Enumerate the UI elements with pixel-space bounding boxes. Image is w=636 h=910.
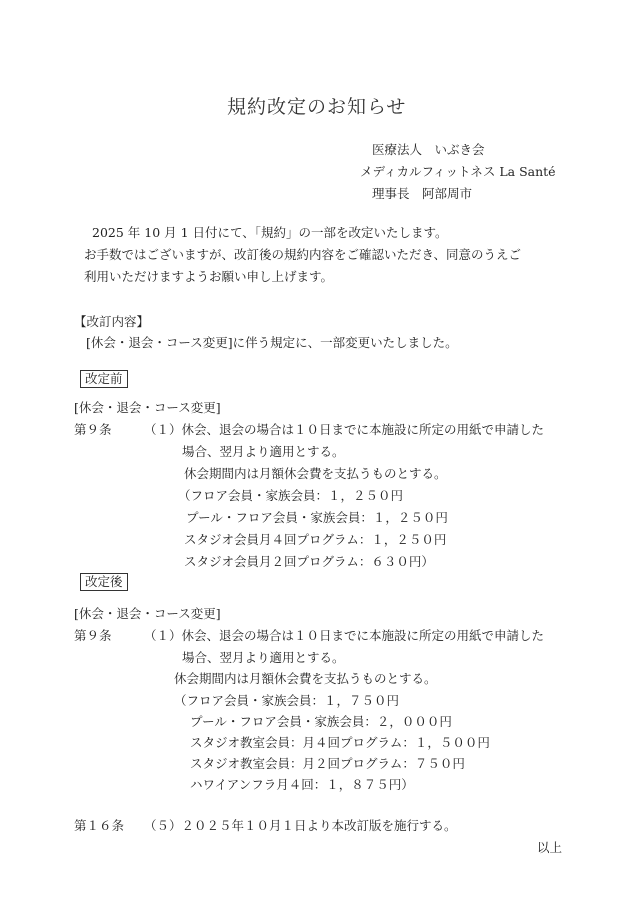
sender-facility: メディカルフィットネス La Santé: [360, 164, 556, 179]
enforcement-article: 第１６条: [74, 818, 125, 833]
document-title: 規約改定のお知らせ: [227, 96, 407, 118]
before-rate: プール・フロア会員・家族会員：１，２５０円: [186, 510, 448, 525]
after-rate: ハワイアンフラ月４回：１，８７５円）: [190, 777, 414, 792]
after-rate: スタジオ教室会員：月４回プログラム：１，５００円: [190, 735, 490, 750]
after-fee: 休会期間内は月額休会費を支払うものとする。: [174, 671, 437, 686]
before-item-cont: 場合、翌月より適用とする。: [182, 444, 345, 459]
before-article: 第９条: [74, 422, 112, 437]
sender-org: 医療法人 いぶき会: [372, 142, 485, 157]
revision-summary: [休会・退会・コース変更]に伴う規定に、一部変更いたしました。: [86, 335, 458, 350]
after-rate: スタジオ教室会員：月２回プログラム：７５０円: [190, 756, 465, 771]
after-rate: （フロア会員・家族会員：１，７５０円: [174, 693, 400, 708]
before-item: （１）休会、退会の場合は１０日までに本施設に所定の用紙で申請した: [144, 422, 545, 437]
before-fee: 休会期間内は月額休会費を支払うものとする。: [184, 466, 447, 481]
enforcement-text: （５）２０２５年１０月１日より本改訂版を施行する。: [144, 818, 457, 833]
before-label: 改定前: [80, 370, 128, 388]
before-rate: スタジオ会員月２回プログラム：６３０円）: [184, 554, 434, 569]
sender-chairman: 理事長 阿部周市: [372, 186, 473, 201]
after-section: [休会・退会・コース変更]: [74, 606, 221, 621]
before-section: [休会・退会・コース変更]: [74, 400, 221, 415]
closing-mark: 以上: [537, 840, 563, 855]
after-label: 改定後: [80, 573, 128, 591]
after-article: 第９条: [74, 628, 112, 643]
after-item-cont: 場合、翌月より適用とする。: [182, 650, 345, 665]
before-rate: スタジオ会員月４回プログラム：１，２５０円: [184, 532, 447, 547]
before-rate: （フロア会員・家族会員：１，２５０円: [178, 488, 404, 503]
intro-line: 利用いただけますようお願い申し上げます。: [84, 269, 334, 284]
intro-line: お手数ではございますが、改訂後の規約内容をご確認いただき、同意のうえご: [84, 247, 522, 262]
revision-heading: 【改訂内容】: [74, 314, 150, 329]
after-item: （１）休会、退会の場合は１０日までに本施設に所定の用紙で申請した: [144, 628, 545, 643]
after-rate: プール・フロア会員・家族会員：２，０００円: [190, 714, 452, 729]
intro-line: 2025 年 10 月 1 日付にて、「規約」の一部を改定いたします。: [92, 225, 448, 240]
